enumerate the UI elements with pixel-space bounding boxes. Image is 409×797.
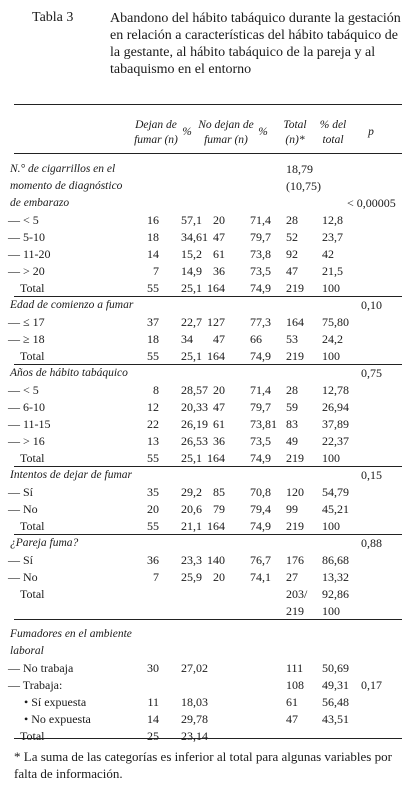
cell-total: 28 [286, 383, 298, 397]
cell-total: 61 [286, 695, 298, 709]
cell-total: 47 [286, 264, 298, 278]
row-label: — ≤ 17 [8, 315, 45, 329]
cell-pct-dejan: 25,1 [181, 281, 202, 295]
cell-no-dejan: 47 [213, 230, 225, 244]
row-label: — < 5 [8, 383, 39, 397]
cell-no-dejan: 36 [213, 434, 225, 448]
section-divider [14, 296, 402, 297]
cell-total: 49 [286, 434, 298, 448]
row-label: Total [20, 729, 45, 743]
row-label: — > 20 [8, 264, 45, 278]
cell-no-dejan: 61 [213, 417, 225, 431]
cell-pct-dejan: 29,2 [181, 485, 202, 499]
cell-no-dejan: 127 [207, 315, 225, 329]
row-label: — < 5 [8, 213, 39, 227]
table-row [0, 434, 409, 451]
row-label: — 11-20 [8, 247, 51, 261]
row-label: Total [20, 519, 45, 533]
cell-dejan: 8 [153, 383, 159, 397]
cell-p: 0,10 [361, 298, 382, 312]
cell-pct-dejan: 34,61 [181, 230, 208, 244]
section-row [0, 468, 409, 485]
cell-pct-no-dejan: 73,5 [250, 434, 271, 448]
cell-dejan: 13 [147, 434, 159, 448]
row-label: Años de hábito tabáquico [10, 367, 128, 379]
table-row [0, 661, 409, 678]
cell-no-dejan: 47 [213, 332, 225, 346]
cell-pct-no-dejan: 79,7 [250, 230, 271, 244]
cell-no-dejan: 61 [213, 247, 225, 261]
cell-pct-no-dejan: 73,5 [250, 264, 271, 278]
cell-pct-total: 24,2 [322, 332, 343, 346]
section-row [0, 536, 409, 553]
row-label: — Sí [8, 553, 34, 567]
cell-pct-no-dejan: 77,3 [250, 315, 271, 329]
header-pct1: % [182, 126, 192, 138]
cell-pct-dejan: 18,03 [181, 695, 208, 709]
cell-pct-no-dejan: 74,1 [250, 570, 271, 584]
cell-pct-total: 86,68 [322, 553, 349, 567]
table-row [0, 553, 409, 570]
cell-total: 47 [286, 712, 298, 726]
cell-dejan: 11 [147, 695, 159, 709]
cell-pct-no-dejan: 74,9 [250, 281, 271, 295]
cell-dejan: 7 [153, 264, 159, 278]
cell-dejan: 7 [153, 570, 159, 584]
cell-pct-dejan: 25,1 [181, 451, 202, 465]
table-row [0, 678, 409, 695]
cell-dejan: 18 [147, 332, 159, 346]
cell-no-dejan: 140 [207, 553, 225, 567]
cell-p: < 0,00005 [347, 196, 396, 210]
cell-total: 53 [286, 332, 298, 346]
cell-pct-dejan: 25,1 [181, 349, 202, 363]
cell-pct-total: 37,89 [322, 417, 349, 431]
row-label: momento de diagnóstico [10, 180, 123, 192]
cell-no-dejan: 164 [207, 281, 225, 295]
cell-dejan: 30 [147, 661, 159, 675]
cell-total: 219 [286, 349, 304, 363]
cell-total: 219 [286, 281, 304, 295]
cell-pct-total: 22,37 [322, 434, 349, 448]
cell-pct-total: 42 [322, 247, 334, 261]
cell-p: 0,17 [361, 678, 382, 692]
cell-no-dejan: 47 [213, 400, 225, 414]
row-label: — 11-15 [8, 417, 51, 431]
row-label: — Trabaja: [8, 678, 63, 692]
cell-dejan: 35 [147, 485, 159, 499]
section-divider [14, 364, 402, 365]
row-label: Intentos de dejar de fumar [10, 469, 133, 481]
table-row [0, 230, 409, 247]
cell-pct-dejan: 23,14 [181, 729, 208, 743]
row-label: — > 16 [8, 434, 45, 448]
cell-pct-dejan: 25,9 [181, 570, 202, 584]
row-label: — No [8, 502, 38, 516]
cell-dejan: 37 [147, 315, 159, 329]
table-row [0, 485, 409, 502]
cell-pct-no-dejan: 66 [250, 332, 262, 346]
cell-dejan: 12 [147, 400, 159, 414]
cell-pct-dejan: 26,19 [181, 417, 208, 431]
cell-pct-dejan: 29,78 [181, 712, 208, 726]
cell-pct-no-dejan: 79,7 [250, 400, 271, 414]
cell-dejan: 25 [147, 729, 159, 743]
table-row [0, 383, 409, 400]
cell-no-dejan: 79 [213, 502, 225, 516]
cell-pct-total: 13,32 [322, 570, 349, 584]
cell-pct-total: 75,80 [322, 315, 349, 329]
row-label: de embarazo [10, 197, 70, 209]
row-label: Total [20, 349, 45, 363]
section-divider [14, 466, 402, 467]
cell-dejan: 55 [147, 519, 159, 533]
cell-total: 203/ [286, 587, 308, 601]
cell-pct-total: 26,94 [322, 400, 349, 414]
row-label: — 6-10 [8, 400, 45, 414]
cell-total: 83 [286, 417, 298, 431]
header-dejan: Dejan de fumar (n) [134, 119, 178, 146]
cell-dejan: 14 [147, 247, 159, 261]
table-row [0, 264, 409, 281]
row-label: Total [20, 587, 45, 601]
row-label: N.° de cigarrillos en el [10, 163, 116, 175]
section-row [0, 627, 409, 644]
cell-dejan: 22 [147, 417, 159, 431]
cell-no-dejan: 36 [213, 264, 225, 278]
cell-pct-no-dejan: 74,9 [250, 519, 271, 533]
cell-pct-dejan: 34 [181, 332, 193, 346]
table-row [0, 587, 409, 604]
cell-total: 27 [286, 570, 298, 584]
cell-p: 0,88 [361, 536, 382, 550]
bottom-rule [14, 738, 402, 739]
cell-pct-total: 49,31 [322, 678, 349, 692]
cell-pct-total: 92,86 [322, 587, 349, 601]
section-row [0, 162, 409, 179]
row-label: ¿Pareja fuma? [10, 537, 79, 549]
cell-pct-total: 100 [322, 281, 340, 295]
cell-pct-no-dejan: 71,4 [250, 383, 271, 397]
cell-p: 0,15 [361, 468, 382, 482]
cell-no-dejan: 20 [213, 383, 225, 397]
section-row [0, 196, 409, 213]
cell-no-dejan: 164 [207, 519, 225, 533]
cell-dejan: 18 [147, 230, 159, 244]
cell-no-dejan: 20 [213, 213, 225, 227]
cell-pct-no-dejan: 76,7 [250, 553, 271, 567]
cell-total: 59 [286, 400, 298, 414]
cell-pct-dejan: 27,02 [181, 661, 208, 675]
cell-dejan: 36 [147, 553, 159, 567]
cell-pct-dejan: 57,1 [181, 213, 202, 227]
cell-total: 18,79 [286, 162, 313, 176]
cell-pct-no-dejan: 73,8 [250, 247, 271, 261]
row-label: — No [8, 570, 38, 584]
cell-total: 120 [286, 485, 304, 499]
row-label: Edad de comienzo a fumar [10, 299, 134, 311]
cell-total: 219 [286, 451, 304, 465]
cell-total: 99 [286, 502, 298, 516]
header-p: p [368, 126, 374, 138]
cell-pct-total: 100 [322, 451, 340, 465]
cell-no-dejan: 164 [207, 451, 225, 465]
cell-no-dejan: 164 [207, 349, 225, 363]
footnote: * La suma de las categorías es inferior al total para algunas variables por falta de información. [14, 749, 392, 781]
table-row [0, 502, 409, 519]
cell-total: 92 [286, 247, 298, 261]
cell-total: (10,75) [286, 179, 321, 193]
table-row [0, 315, 409, 332]
cell-pct-dejan: 28,57 [181, 383, 208, 397]
cell-dejan: 20 [147, 502, 159, 516]
cell-pct-dejan: 20,33 [181, 400, 208, 414]
row-label: Total [20, 451, 45, 465]
cell-total: 164 [286, 315, 304, 329]
cell-pct-no-dejan: 71,4 [250, 213, 271, 227]
cell-total: 219 [286, 519, 304, 533]
cell-no-dejan: 85 [213, 485, 225, 499]
section-divider [14, 534, 402, 535]
table-row [0, 332, 409, 349]
row-label: — No trabaja [8, 661, 74, 675]
cell-pct-total: 45,21 [322, 502, 349, 516]
row-label: • Sí expuesta [24, 695, 87, 709]
cell-total: 111 [286, 661, 304, 675]
cell-pct-total: 23,7 [322, 230, 343, 244]
cell-pct-no-dejan: 74,9 [250, 451, 271, 465]
cell-pct-total: 100 [322, 519, 340, 533]
cell-pct-dejan: 14,9 [181, 264, 202, 278]
cell-total: 28 [286, 213, 298, 227]
cell-total: 219 [286, 604, 304, 618]
section-row [0, 366, 409, 383]
cell-pct-total: 54,79 [322, 485, 349, 499]
cell-pct-total: 50,69 [322, 661, 349, 675]
cell-pct-dejan: 22,7 [181, 315, 202, 329]
cell-pct-dejan: 26,53 [181, 434, 208, 448]
cell-pct-no-dejan: 73,81 [250, 417, 277, 431]
cell-p: 0,75 [361, 366, 382, 380]
row-label: laboral [10, 645, 44, 657]
cell-dejan: 55 [147, 451, 159, 465]
cell-dejan: 14 [147, 712, 159, 726]
row-label: — Sí [8, 485, 34, 499]
cell-pct-total: 12,8 [322, 213, 343, 227]
top-rule [14, 104, 402, 105]
section-row [0, 179, 409, 196]
table-row [0, 213, 409, 230]
cell-pct-no-dejan: 74,9 [250, 349, 271, 363]
cell-pct-total: 43,51 [322, 712, 349, 726]
cell-dejan: 55 [147, 349, 159, 363]
cell-total: 108 [286, 678, 304, 692]
cell-pct-no-dejan: 70,8 [250, 485, 271, 499]
row-label: • No expuesta [24, 712, 91, 726]
cell-dejan: 16 [147, 213, 159, 227]
cell-pct-no-dejan: 79,4 [250, 502, 271, 516]
cell-pct-total: 100 [322, 349, 340, 363]
header-no-dejan: No dejan de fumar (n) [198, 119, 254, 146]
cell-pct-total: 56,48 [322, 695, 349, 709]
table-title: Abandono del hábito tabáquico durante la gestación en relación a características del hábito tabáquico de la gestante, al hábito tabáquico de la pareja y al tabaquismo en el entorno [110, 11, 401, 77]
cell-total: 176 [286, 553, 304, 567]
cell-dejan: 55 [147, 281, 159, 295]
header-total-n: Total (n)* [283, 119, 307, 146]
table-row [0, 695, 409, 712]
cell-pct-total: 12,78 [322, 383, 349, 397]
cell-pct-dejan: 20,6 [181, 502, 202, 516]
section-divider [14, 619, 402, 620]
table-label: Tabla 3 [32, 10, 74, 25]
row-label: Total [20, 281, 45, 295]
cell-total: 52 [286, 230, 298, 244]
cell-no-dejan: 20 [213, 570, 225, 584]
row-label: — ≥ 18 [8, 332, 45, 346]
cell-pct-dejan: 15,2 [181, 247, 202, 261]
cell-pct-dejan: 23,3 [181, 553, 202, 567]
table-row [0, 400, 409, 417]
header-pct-total: % del total [319, 119, 347, 146]
table-row [0, 247, 409, 264]
cell-pct-dejan: 21,1 [181, 519, 202, 533]
row-label: Fumadores en el ambiente [10, 628, 132, 640]
cell-pct-total: 100 [322, 604, 340, 618]
header-pct2: % [258, 126, 268, 138]
table-row [0, 712, 409, 729]
cell-pct-total: 21,5 [322, 264, 343, 278]
table-row [0, 417, 409, 434]
header-rule [14, 153, 402, 154]
row-label: — 5-10 [8, 230, 45, 244]
section-row [0, 298, 409, 315]
section-row [0, 644, 409, 661]
table-row [0, 570, 409, 587]
